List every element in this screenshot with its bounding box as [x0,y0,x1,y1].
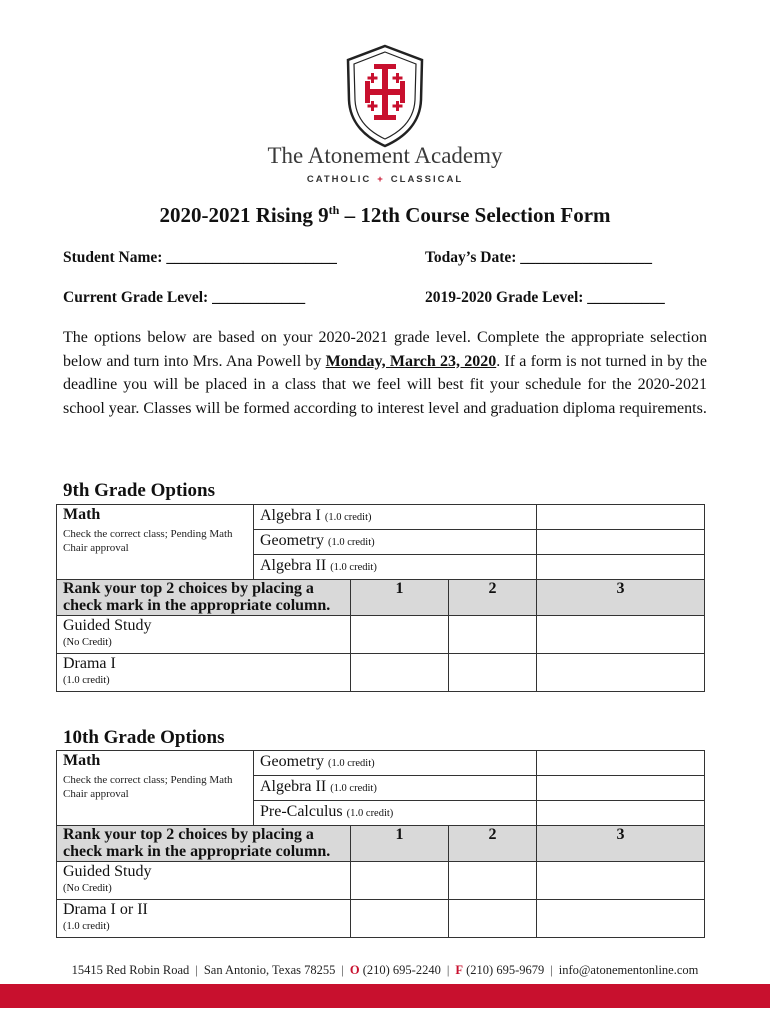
grade9-math-label-cell [57,505,254,580]
course-credit: (1.0 credit) [330,783,377,794]
course-name: Algebra I [260,507,321,524]
grade10-guided-study-rank-1[interactable] [351,862,449,900]
deadline-date: Monday, March 23, 2020 [325,352,497,370]
footer-red-band [0,984,770,1008]
grade9-heading: 9th Grade Options [63,480,216,501]
intro-text-before: The options below are based on your 2020-2021 grade level. Complete the appropriate selection below and turn into Mrs. Ana Powell by [63,329,707,370]
option-name: Guided Study [63,863,152,880]
footer-separator: | [341,963,344,977]
footer-city: San Antonio, Texas 78255 [203,963,336,977]
table-row [57,862,705,900]
tagline-catholic: CATHOLIC [306,174,372,185]
option-name: Drama I [63,655,116,672]
grade9-rank-col-3: 3 [537,580,705,616]
option-name: Drama I or II [63,901,148,918]
grade9-guided-study-rank-1[interactable] [351,616,449,654]
option-credit: (No Credit) [63,883,112,894]
form-title-suffix: – 12th Course Selection Form [339,203,611,227]
grade9-drama-rank-1[interactable] [351,654,449,692]
course-name: Pre-Calculus [260,803,343,820]
grade9-checkbox-algebra1[interactable] [537,505,705,530]
footer-address: 15415 Red Robin Road [71,963,190,977]
table-row [57,580,705,616]
academy-crest-logo [345,44,425,148]
footer-separator: | [550,963,553,977]
footer-office-phone: (210) 695-2240 [362,963,441,977]
grade9-math-note: Check the correct class; Pending Math Chair approval [63,528,233,554]
form-title [0,203,770,228]
grade10-math-note: Check the correct class; Pending Math Chair approval [63,774,233,800]
course-name: Geometry [260,753,324,770]
grade9-option-guided-study [57,616,351,654]
course-credit: (1.0 credit) [327,758,375,769]
grade10-rank-col-2: 2 [449,826,537,862]
table-row [57,826,705,862]
course-name: Geometry [260,532,324,549]
student-name-field[interactable]: Student Name: ______________________ [63,249,337,266]
grade9-rank-col-1: 1 [351,580,449,616]
table-row [57,616,705,654]
grade9-rank-col-2: 2 [449,580,537,616]
table-row [57,505,705,530]
grade10-course-precalculus [254,801,537,826]
grade10-drama-rank-1[interactable] [351,900,449,938]
academy-tagline [0,174,770,185]
intro-text-after: . If a form is not turned in by the deadline you will be placed in a class that we feel will best fit your schedule for the 2020-2021 school year. Classes will be formed according to interest level and graduation diploma requirements. [63,352,708,417]
footer-contact [0,963,770,978]
grade10-option-drama [57,900,351,938]
grade10-course-algebra2 [254,776,537,801]
table-row [57,654,705,692]
grade9-drama-rank-3[interactable] [537,654,705,692]
grade10-drama-rank-3[interactable] [537,900,705,938]
course-credit: (1.0 credit) [327,537,375,548]
tagline-classical: CLASSICAL [390,174,464,185]
grade10-rank-col-3: 3 [537,826,705,862]
form-title-superscript: th [328,203,340,217]
course-name: Algebra II [260,778,327,795]
grade10-checkbox-geometry[interactable] [537,751,705,776]
instructions-paragraph [63,326,707,420]
todays-date-field[interactable]: Today’s Date: _________________ [425,249,653,266]
form-title-prefix: 2020-2021 Rising 9 [159,203,329,227]
option-credit: (1.0 credit) [63,675,110,686]
grade10-course-geometry [254,751,537,776]
grade9-option-drama [57,654,351,692]
grade10-guided-study-rank-3[interactable] [537,862,705,900]
grade10-checkbox-precalculus[interactable] [537,801,705,826]
grade9-course-algebra2 [254,555,537,580]
footer-fax-phone: (210) 695-9679 [466,963,545,977]
table-row [57,751,705,776]
grade9-guided-study-rank-2[interactable] [449,616,537,654]
grade10-option-guided-study [57,862,351,900]
grade10-math-label: Math [63,752,101,769]
option-name: Guided Study [63,617,152,634]
grade9-course-algebra1 [254,505,537,530]
grade9-guided-study-rank-3[interactable] [537,616,705,654]
grade9-checkbox-geometry[interactable] [537,530,705,555]
footer-separator: | [446,963,450,977]
grade9-math-label: Math [63,506,101,523]
footer-fax-letter: F [455,963,464,977]
grade10-guided-study-rank-2[interactable] [449,862,537,900]
footer-email[interactable]: info@atonementonline.com [558,963,699,977]
grade10-drama-rank-2[interactable] [449,900,537,938]
grade9-options-table [56,504,705,692]
grade10-math-label-cell [57,751,254,826]
course-credit: (1.0 credit) [330,562,377,573]
footer-separator: | [195,963,198,977]
academy-name: The Atonement Academy [267,143,503,168]
grade10-heading: 10th Grade Options [63,727,225,748]
tagline-separator: + [377,174,385,185]
grade9-drama-rank-2[interactable] [449,654,537,692]
option-credit: (No Credit) [63,637,112,648]
grade9-course-geometry [254,530,537,555]
option-credit: (1.0 credit) [63,921,110,932]
course-credit: (1.0 credit) [346,808,394,819]
grade10-rank-col-1: 1 [351,826,449,862]
grade10-options-table [56,750,705,938]
course-credit: (1.0 credit) [324,512,372,523]
table-row [57,900,705,938]
grade9-checkbox-algebra2[interactable] [537,555,705,580]
grade10-rank-instructions: Rank your top 2 choices by placing a check mark in the appropriate column. [57,826,351,862]
current-grade-field[interactable]: Current Grade Level: ____________ [63,289,306,306]
course-name: Algebra II [260,557,327,574]
prior-grade-field[interactable]: 2019-2020 Grade Level: __________ [425,289,665,306]
grade10-checkbox-algebra2[interactable] [537,776,705,801]
grade9-rank-instructions: Rank your top 2 choices by placing a check mark in the appropriate column. [57,580,351,616]
footer-office-letter: O [349,963,360,977]
